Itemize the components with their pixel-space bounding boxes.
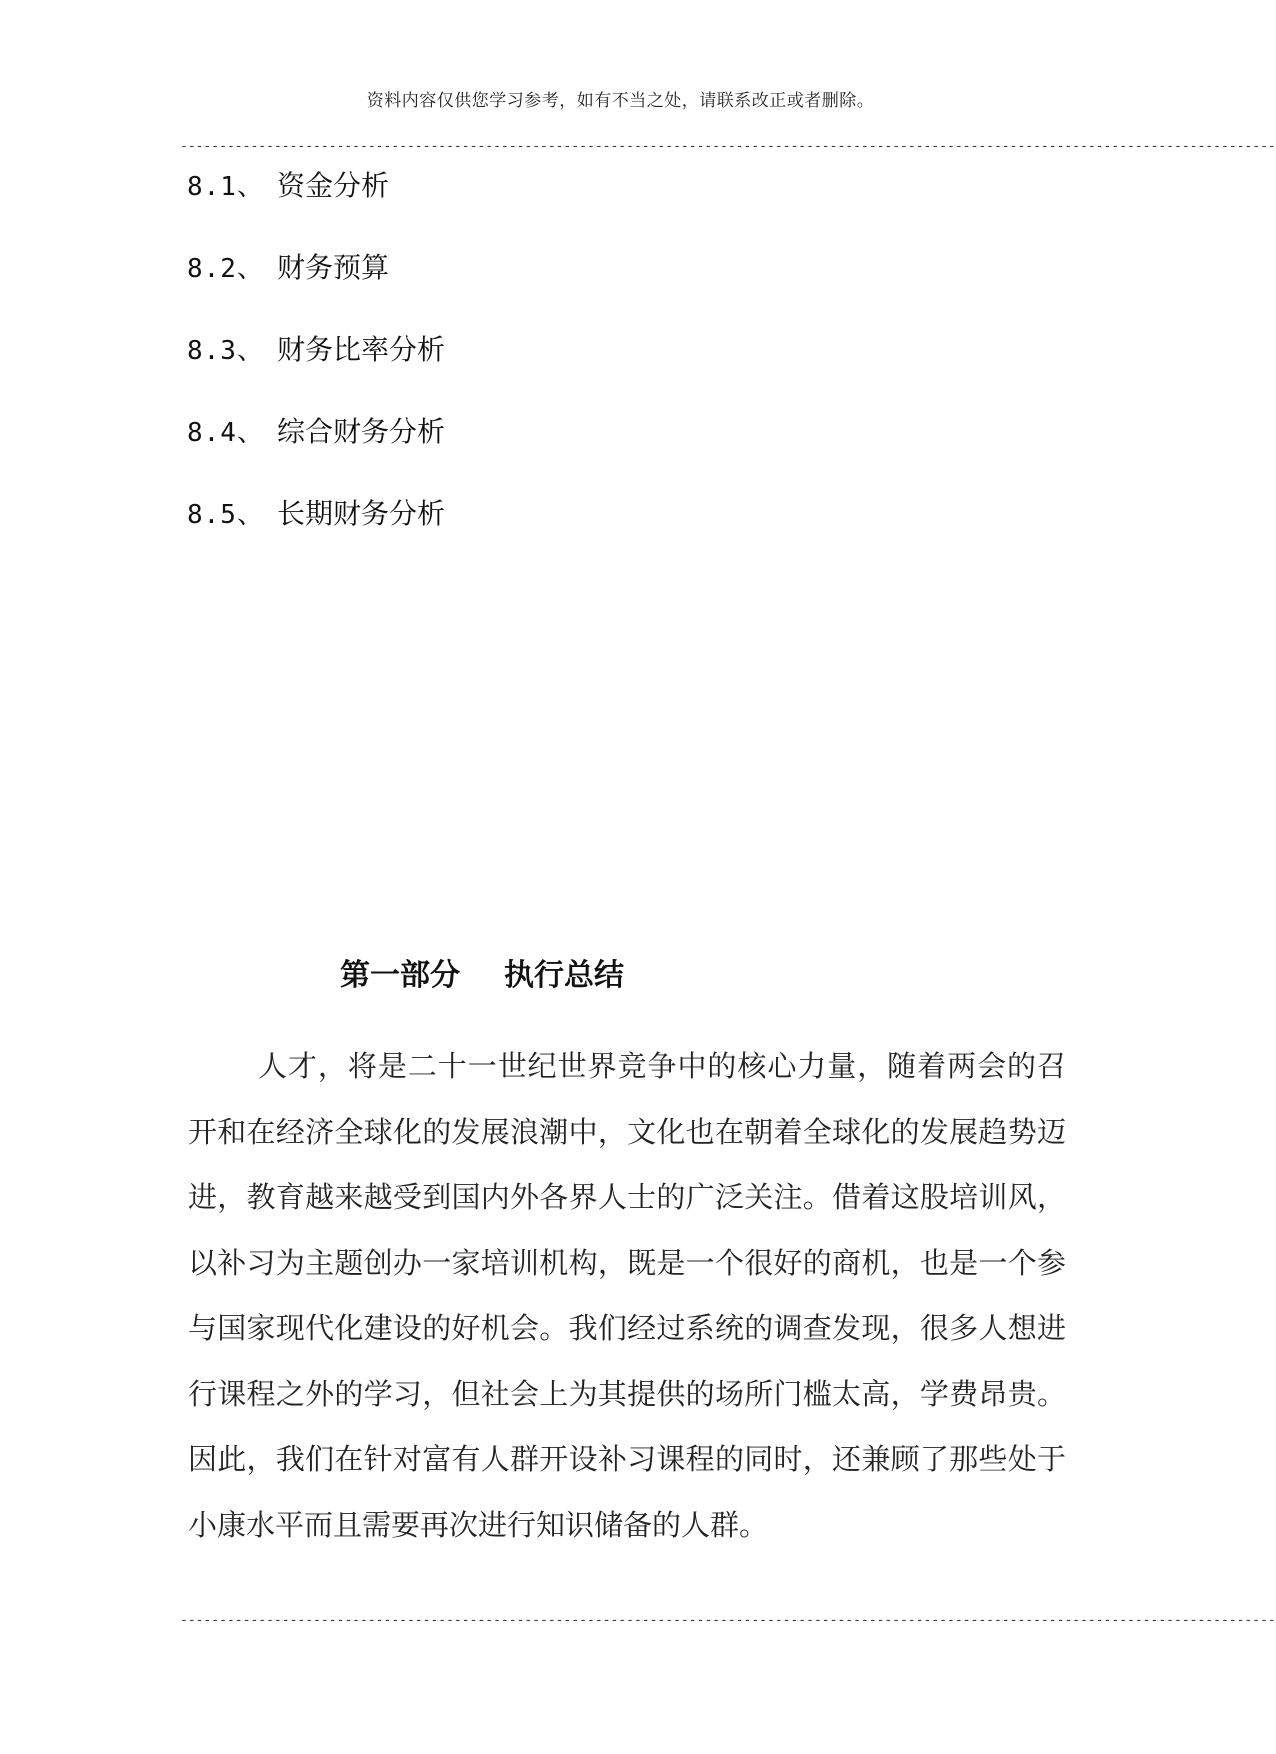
toc-item-label: 财务比率分析 [277,333,446,366]
toc-item-number: 8.3、 [187,336,264,366]
toc-item [187,330,445,412]
toc-item-number: 8.5、 [187,500,264,530]
toc-item-label: 资金分析 [277,169,390,202]
footer-divider: -------------------------------------------------------------------------------------------------------------------------------------------- [180,1613,1276,1628]
toc-item-number: 8.2、 [187,254,264,284]
section-heading [340,950,624,994]
section-title: 执行总结 [504,958,624,993]
disclaimer-header: 资料内容仅供您学习参考，如有不当之处，请联系改正或者删除。 [366,91,875,111]
toc-item-label: 财务预算 [277,251,390,284]
toc-item [187,412,445,494]
section-part-label: 第一部分 [340,958,460,993]
toc-item [187,248,445,330]
header-divider: -------------------------------------------------------------------------------------------------------------------------------------------- [180,139,1276,154]
toc-item-label: 长期财务分析 [277,497,446,530]
toc-item [187,494,445,576]
toc-item-number: 8.1、 [187,172,264,202]
toc-item-number: 8.4、 [187,418,264,448]
executive-summary-paragraph: 人才，将是二十一世纪世界竞争中的核心力量，随着两会的召开和在经济全球化的发展浪潮中，文化也在朝着全球化的发展趋势迈进，教育越来越受到国内外各界人士的广泛关注。借着这股培训风，以补习为主题创办一家培训机构，既是一个很好的商机，也是一个参与国家现代化建设的好机会。我们经过系统的调查发现，很多人想进行课程之外的学习，但社会上为其提供的场所门槛太高，学费昂贵。因此，我们在针对富有人群开设补习课程的同时，还兼顾了那些处于小康水平而且需要再次进行知识储备的人群。 [188,1049,1066,1542]
table-of-contents [187,166,445,576]
toc-item [187,166,445,248]
toc-item-label: 综合财务分析 [277,415,446,448]
